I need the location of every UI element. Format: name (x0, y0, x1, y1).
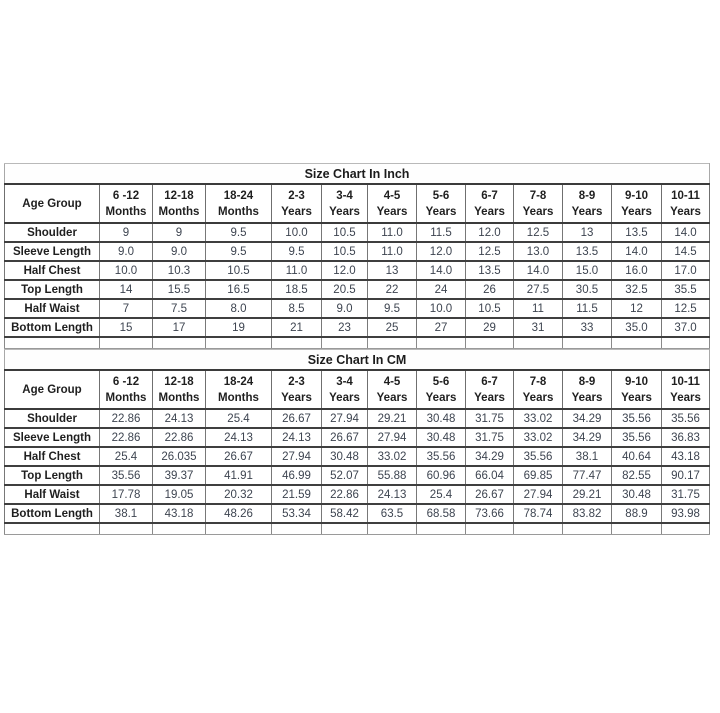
data-cell: 32.5 (612, 280, 662, 299)
data-cell: 26.035 (153, 447, 206, 466)
data-cell: 24.13 (153, 409, 206, 428)
data-cell: 15.0 (563, 261, 612, 280)
column-header-line2: Years (376, 205, 408, 218)
data-cell: 27 (417, 318, 466, 337)
empty-cell (322, 523, 368, 535)
data-cell: 35.56 (417, 447, 466, 466)
data-cell: 9.0 (100, 242, 153, 261)
empty-cell (563, 337, 612, 349)
table-row-sleeve-length (5, 428, 710, 447)
column-header-5-6 (417, 370, 466, 409)
data-cell: 30.48 (417, 409, 466, 428)
column-header-line2: Months (218, 205, 259, 218)
data-cell: 10.0 (417, 299, 466, 318)
row-label: Shoulder (5, 409, 100, 428)
data-cell: 26.67 (466, 485, 514, 504)
column-header-line2: Years (425, 205, 457, 218)
column-header-line1: 8-9 (578, 375, 596, 388)
column-header-line1: 6-7 (481, 375, 498, 388)
column-header-5-6 (417, 184, 466, 223)
empty-cell (153, 337, 206, 349)
corner-label-age-group: Age Group (5, 370, 100, 409)
data-cell: 30.48 (612, 485, 662, 504)
data-cell: 19.05 (153, 485, 206, 504)
empty-cell (206, 337, 272, 349)
data-cell: 33 (563, 318, 612, 337)
column-header-line2: Months (105, 391, 147, 404)
data-cell: 14 (100, 280, 153, 299)
data-cell: 12.5 (514, 223, 563, 242)
data-cell: 25.4 (417, 485, 466, 504)
column-header-line1: 10-11 (671, 375, 700, 388)
column-header-row (5, 184, 710, 223)
data-cell: 20.32 (206, 485, 272, 504)
column-header-line2: Years (329, 205, 360, 218)
data-cell: 38.1 (100, 504, 153, 523)
data-cell: 22.86 (322, 485, 368, 504)
row-label: Bottom Length (5, 504, 100, 523)
empty-cell (322, 337, 368, 349)
data-cell: 34.29 (466, 447, 514, 466)
data-cell: 9.0 (153, 242, 206, 261)
data-cell: 9.5 (206, 223, 272, 242)
table-row-sleeve-length (5, 242, 710, 261)
column-header-line2: Years (329, 391, 360, 404)
data-cell: 78.74 (514, 504, 563, 523)
column-header-10-11 (662, 184, 710, 223)
data-cell: 11 (514, 299, 563, 318)
empty-cell (612, 523, 662, 535)
data-cell: 11.5 (417, 223, 466, 242)
size-chart-inch-table (4, 163, 710, 349)
data-cell: 69.85 (514, 466, 563, 485)
column-header-line1: 2-3 (288, 375, 305, 388)
data-cell: 7 (100, 299, 153, 318)
data-cell: 9 (100, 223, 153, 242)
column-header-12-18 (153, 184, 206, 223)
data-cell: 9.5 (368, 299, 417, 318)
column-header-3-4 (322, 370, 368, 409)
empty-grid-row (5, 523, 710, 535)
data-cell: 13 (563, 223, 612, 242)
data-cell: 68.58 (417, 504, 466, 523)
data-cell: 12 (612, 299, 662, 318)
data-cell: 13.0 (514, 242, 563, 261)
data-cell: 35.56 (100, 466, 153, 485)
data-cell: 34.29 (563, 409, 612, 428)
data-cell: 16.5 (206, 280, 272, 299)
column-header-line1: 8-9 (578, 189, 596, 202)
data-cell: 25.4 (206, 409, 272, 428)
data-cell: 11.0 (368, 223, 417, 242)
row-label: Sleeve Length (5, 428, 100, 447)
data-cell: 30.48 (322, 447, 368, 466)
data-cell: 12.0 (466, 223, 514, 242)
column-header-6-7 (466, 184, 514, 223)
data-cell: 9.0 (322, 299, 368, 318)
column-header-line1: 3-4 (336, 189, 353, 202)
column-header-line2: Years (571, 205, 603, 218)
data-cell: 25 (368, 318, 417, 337)
column-header-line2: Months (218, 391, 259, 404)
data-cell: 31 (514, 318, 563, 337)
data-cell: 26.67 (272, 409, 322, 428)
column-header-line2: Years (474, 391, 505, 404)
column-header-line2: Years (522, 391, 554, 404)
data-cell: 10.5 (322, 223, 368, 242)
column-header-6-12 (100, 370, 153, 409)
data-cell: 29 (466, 318, 514, 337)
table-row-half-chest (5, 261, 710, 280)
empty-cell (417, 523, 466, 535)
data-cell: 27.94 (322, 409, 368, 428)
data-cell: 14.0 (514, 261, 563, 280)
row-label: Bottom Length (5, 318, 100, 337)
column-header-line1: 12-18 (164, 375, 194, 388)
column-header-line2: Years (522, 205, 554, 218)
data-cell: 39.37 (153, 466, 206, 485)
column-header-6-7 (466, 370, 514, 409)
column-header-7-8 (514, 370, 563, 409)
column-header-12-18 (153, 370, 206, 409)
data-cell: 33.02 (368, 447, 417, 466)
data-cell: 11.5 (563, 299, 612, 318)
data-cell: 26.67 (206, 447, 272, 466)
column-header-9-10 (612, 184, 662, 223)
data-cell: 10.0 (100, 261, 153, 280)
column-header-line1: 6 -12 (112, 189, 140, 202)
data-cell: 26.67 (322, 428, 368, 447)
table-title-cm: Size Chart In CM (5, 350, 710, 371)
data-cell: 31.75 (662, 485, 710, 504)
data-cell: 63.5 (368, 504, 417, 523)
data-cell: 9.5 (206, 242, 272, 261)
data-cell: 35.5 (662, 280, 710, 299)
data-cell: 9.5 (272, 242, 322, 261)
data-cell: 55.88 (368, 466, 417, 485)
data-cell: 18.5 (272, 280, 322, 299)
column-header-line1: 12-18 (164, 189, 194, 202)
data-cell: 48.26 (206, 504, 272, 523)
data-cell: 53.34 (272, 504, 322, 523)
data-cell: 24.13 (272, 428, 322, 447)
empty-cell (662, 523, 710, 535)
column-header-line1: 7-8 (529, 189, 547, 202)
data-cell: 10.0 (272, 223, 322, 242)
row-label: Half Waist (5, 485, 100, 504)
empty-cell (206, 523, 272, 535)
data-cell: 60.96 (417, 466, 466, 485)
data-cell: 12.0 (322, 261, 368, 280)
empty-cell (5, 523, 100, 535)
column-header-7-8 (514, 184, 563, 223)
data-cell: 90.17 (662, 466, 710, 485)
data-cell: 35.0 (612, 318, 662, 337)
row-label: Half Waist (5, 299, 100, 318)
empty-cell (514, 337, 563, 349)
column-header-line1: 18-24 (223, 189, 254, 202)
data-cell: 43.18 (153, 504, 206, 523)
data-cell: 27.5 (514, 280, 563, 299)
data-cell: 10.5 (206, 261, 272, 280)
data-cell: 34.29 (563, 428, 612, 447)
data-cell: 24.13 (368, 485, 417, 504)
empty-cell (612, 337, 662, 349)
column-header-9-10 (612, 370, 662, 409)
empty-cell (514, 523, 563, 535)
data-cell: 21 (272, 318, 322, 337)
column-header-line1: 7-8 (529, 375, 547, 388)
data-cell: 11.0 (368, 242, 417, 261)
data-cell: 43.18 (662, 447, 710, 466)
empty-cell (100, 337, 153, 349)
column-header-line1: 5-6 (432, 375, 450, 388)
data-cell: 30.48 (417, 428, 466, 447)
data-cell: 14.5 (662, 242, 710, 261)
table-row-bottom-length (5, 318, 710, 337)
column-header-line2: Years (281, 391, 312, 404)
column-header-line1: 6-7 (481, 189, 498, 202)
data-cell: 52.07 (322, 466, 368, 485)
row-label: Half Chest (5, 261, 100, 280)
empty-cell (368, 523, 417, 535)
corner-label-age-group: Age Group (5, 184, 100, 223)
column-header-line1: 5-6 (432, 189, 450, 202)
data-cell: 17.0 (662, 261, 710, 280)
data-cell: 17.78 (100, 485, 153, 504)
data-cell: 13.5 (563, 242, 612, 261)
data-cell: 29.21 (368, 409, 417, 428)
data-cell: 23 (322, 318, 368, 337)
data-cell: 14.0 (662, 223, 710, 242)
data-cell: 25.4 (100, 447, 153, 466)
data-cell: 29.21 (563, 485, 612, 504)
data-cell: 66.04 (466, 466, 514, 485)
data-cell: 20.5 (322, 280, 368, 299)
column-header-8-9 (563, 184, 612, 223)
data-cell: 35.56 (612, 428, 662, 447)
column-header-line2: Months (105, 205, 147, 218)
data-cell: 12.5 (466, 242, 514, 261)
data-cell: 27.94 (514, 485, 563, 504)
table-row-shoulder (5, 409, 710, 428)
table-row-bottom-length (5, 504, 710, 523)
column-header-line1: 4-5 (383, 189, 401, 202)
column-header-2-3 (272, 370, 322, 409)
data-cell: 17 (153, 318, 206, 337)
row-label: Top Length (5, 466, 100, 485)
column-header-4-5 (368, 370, 417, 409)
data-cell: 14.0 (417, 261, 466, 280)
column-header-line2: Years (670, 391, 701, 404)
column-header-line1: 2-3 (288, 189, 305, 202)
data-cell: 22.86 (100, 409, 153, 428)
data-cell: 22 (368, 280, 417, 299)
data-cell: 35.56 (612, 409, 662, 428)
data-cell: 83.82 (563, 504, 612, 523)
data-cell: 26 (466, 280, 514, 299)
table-title-row (5, 350, 710, 371)
column-header-4-5 (368, 184, 417, 223)
empty-cell (466, 337, 514, 349)
data-cell: 15 (100, 318, 153, 337)
table-row-shoulder (5, 223, 710, 242)
column-header-18-24 (206, 370, 272, 409)
empty-cell (272, 337, 322, 349)
data-cell: 30.5 (563, 280, 612, 299)
data-cell: 12.0 (417, 242, 466, 261)
data-cell: 21.59 (272, 485, 322, 504)
empty-cell (368, 337, 417, 349)
data-cell: 73.66 (466, 504, 514, 523)
data-cell: 82.55 (612, 466, 662, 485)
data-cell: 7.5 (153, 299, 206, 318)
data-cell: 10.3 (153, 261, 206, 280)
table-row-top-length (5, 280, 710, 299)
data-cell: 13.5 (612, 223, 662, 242)
empty-cell (563, 523, 612, 535)
empty-cell (5, 337, 100, 349)
row-label: Sleeve Length (5, 242, 100, 261)
data-cell: 10.5 (322, 242, 368, 261)
column-header-line1: 9-10 (624, 189, 649, 202)
column-header-line1: 9-10 (624, 375, 649, 388)
data-cell: 22.86 (153, 428, 206, 447)
data-cell: 24 (417, 280, 466, 299)
column-header-10-11 (662, 370, 710, 409)
column-header-row (5, 370, 710, 409)
empty-cell (466, 523, 514, 535)
table-row-half-chest (5, 447, 710, 466)
data-cell: 9 (153, 223, 206, 242)
table-row-half-waist (5, 485, 710, 504)
data-cell: 88.9 (612, 504, 662, 523)
column-header-6-12 (100, 184, 153, 223)
column-header-line2: Years (621, 391, 652, 404)
column-header-line1: 10-11 (671, 189, 700, 202)
row-label: Half Chest (5, 447, 100, 466)
data-cell: 8.0 (206, 299, 272, 318)
data-cell: 46.99 (272, 466, 322, 485)
column-header-line2: Years (376, 391, 408, 404)
column-header-line1: 6 -12 (112, 375, 140, 388)
column-header-line2: Years (474, 205, 505, 218)
column-header-line2: Months (158, 391, 200, 404)
data-cell: 13 (368, 261, 417, 280)
column-header-line2: Years (425, 391, 457, 404)
data-cell: 37.0 (662, 318, 710, 337)
table-title-row (5, 164, 710, 185)
data-cell: 77.47 (563, 466, 612, 485)
data-cell: 35.56 (514, 447, 563, 466)
column-header-line2: Years (670, 205, 701, 218)
data-cell: 40.64 (612, 447, 662, 466)
data-cell: 41.91 (206, 466, 272, 485)
data-cell: 8.5 (272, 299, 322, 318)
data-cell: 31.75 (466, 409, 514, 428)
data-cell: 22.86 (100, 428, 153, 447)
empty-cell (153, 523, 206, 535)
size-chart-sheet (4, 163, 714, 535)
column-header-line2: Years (571, 391, 603, 404)
data-cell: 33.02 (514, 409, 563, 428)
table-title-inch: Size Chart In Inch (5, 164, 710, 185)
data-cell: 15.5 (153, 280, 206, 299)
empty-cell (662, 337, 710, 349)
empty-cell (417, 337, 466, 349)
data-cell: 35.56 (662, 409, 710, 428)
column-header-line1: 3-4 (336, 375, 353, 388)
row-label: Shoulder (5, 223, 100, 242)
row-label: Top Length (5, 280, 100, 299)
data-cell: 27.94 (368, 428, 417, 447)
empty-grid-row (5, 337, 710, 349)
data-cell: 33.02 (514, 428, 563, 447)
column-header-18-24 (206, 184, 272, 223)
data-cell: 31.75 (466, 428, 514, 447)
table-row-half-waist (5, 299, 710, 318)
column-header-line1: 18-24 (223, 375, 254, 388)
data-cell: 13.5 (466, 261, 514, 280)
column-header-line2: Years (621, 205, 652, 218)
data-cell: 36.83 (662, 428, 710, 447)
column-header-3-4 (322, 184, 368, 223)
column-header-line1: 4-5 (383, 375, 401, 388)
empty-cell (100, 523, 153, 535)
data-cell: 93.98 (662, 504, 710, 523)
data-cell: 58.42 (322, 504, 368, 523)
data-cell: 14.0 (612, 242, 662, 261)
column-header-8-9 (563, 370, 612, 409)
data-cell: 10.5 (466, 299, 514, 318)
data-cell: 12.5 (662, 299, 710, 318)
data-cell: 38.1 (563, 447, 612, 466)
column-header-line2: Years (281, 205, 312, 218)
column-header-2-3 (272, 184, 322, 223)
data-cell: 11.0 (272, 261, 322, 280)
data-cell: 16.0 (612, 261, 662, 280)
data-cell: 24.13 (206, 428, 272, 447)
data-cell: 19 (206, 318, 272, 337)
table-row-top-length (5, 466, 710, 485)
data-cell: 27.94 (272, 447, 322, 466)
column-header-line2: Months (158, 205, 200, 218)
size-chart-cm-table (4, 349, 710, 535)
empty-cell (272, 523, 322, 535)
